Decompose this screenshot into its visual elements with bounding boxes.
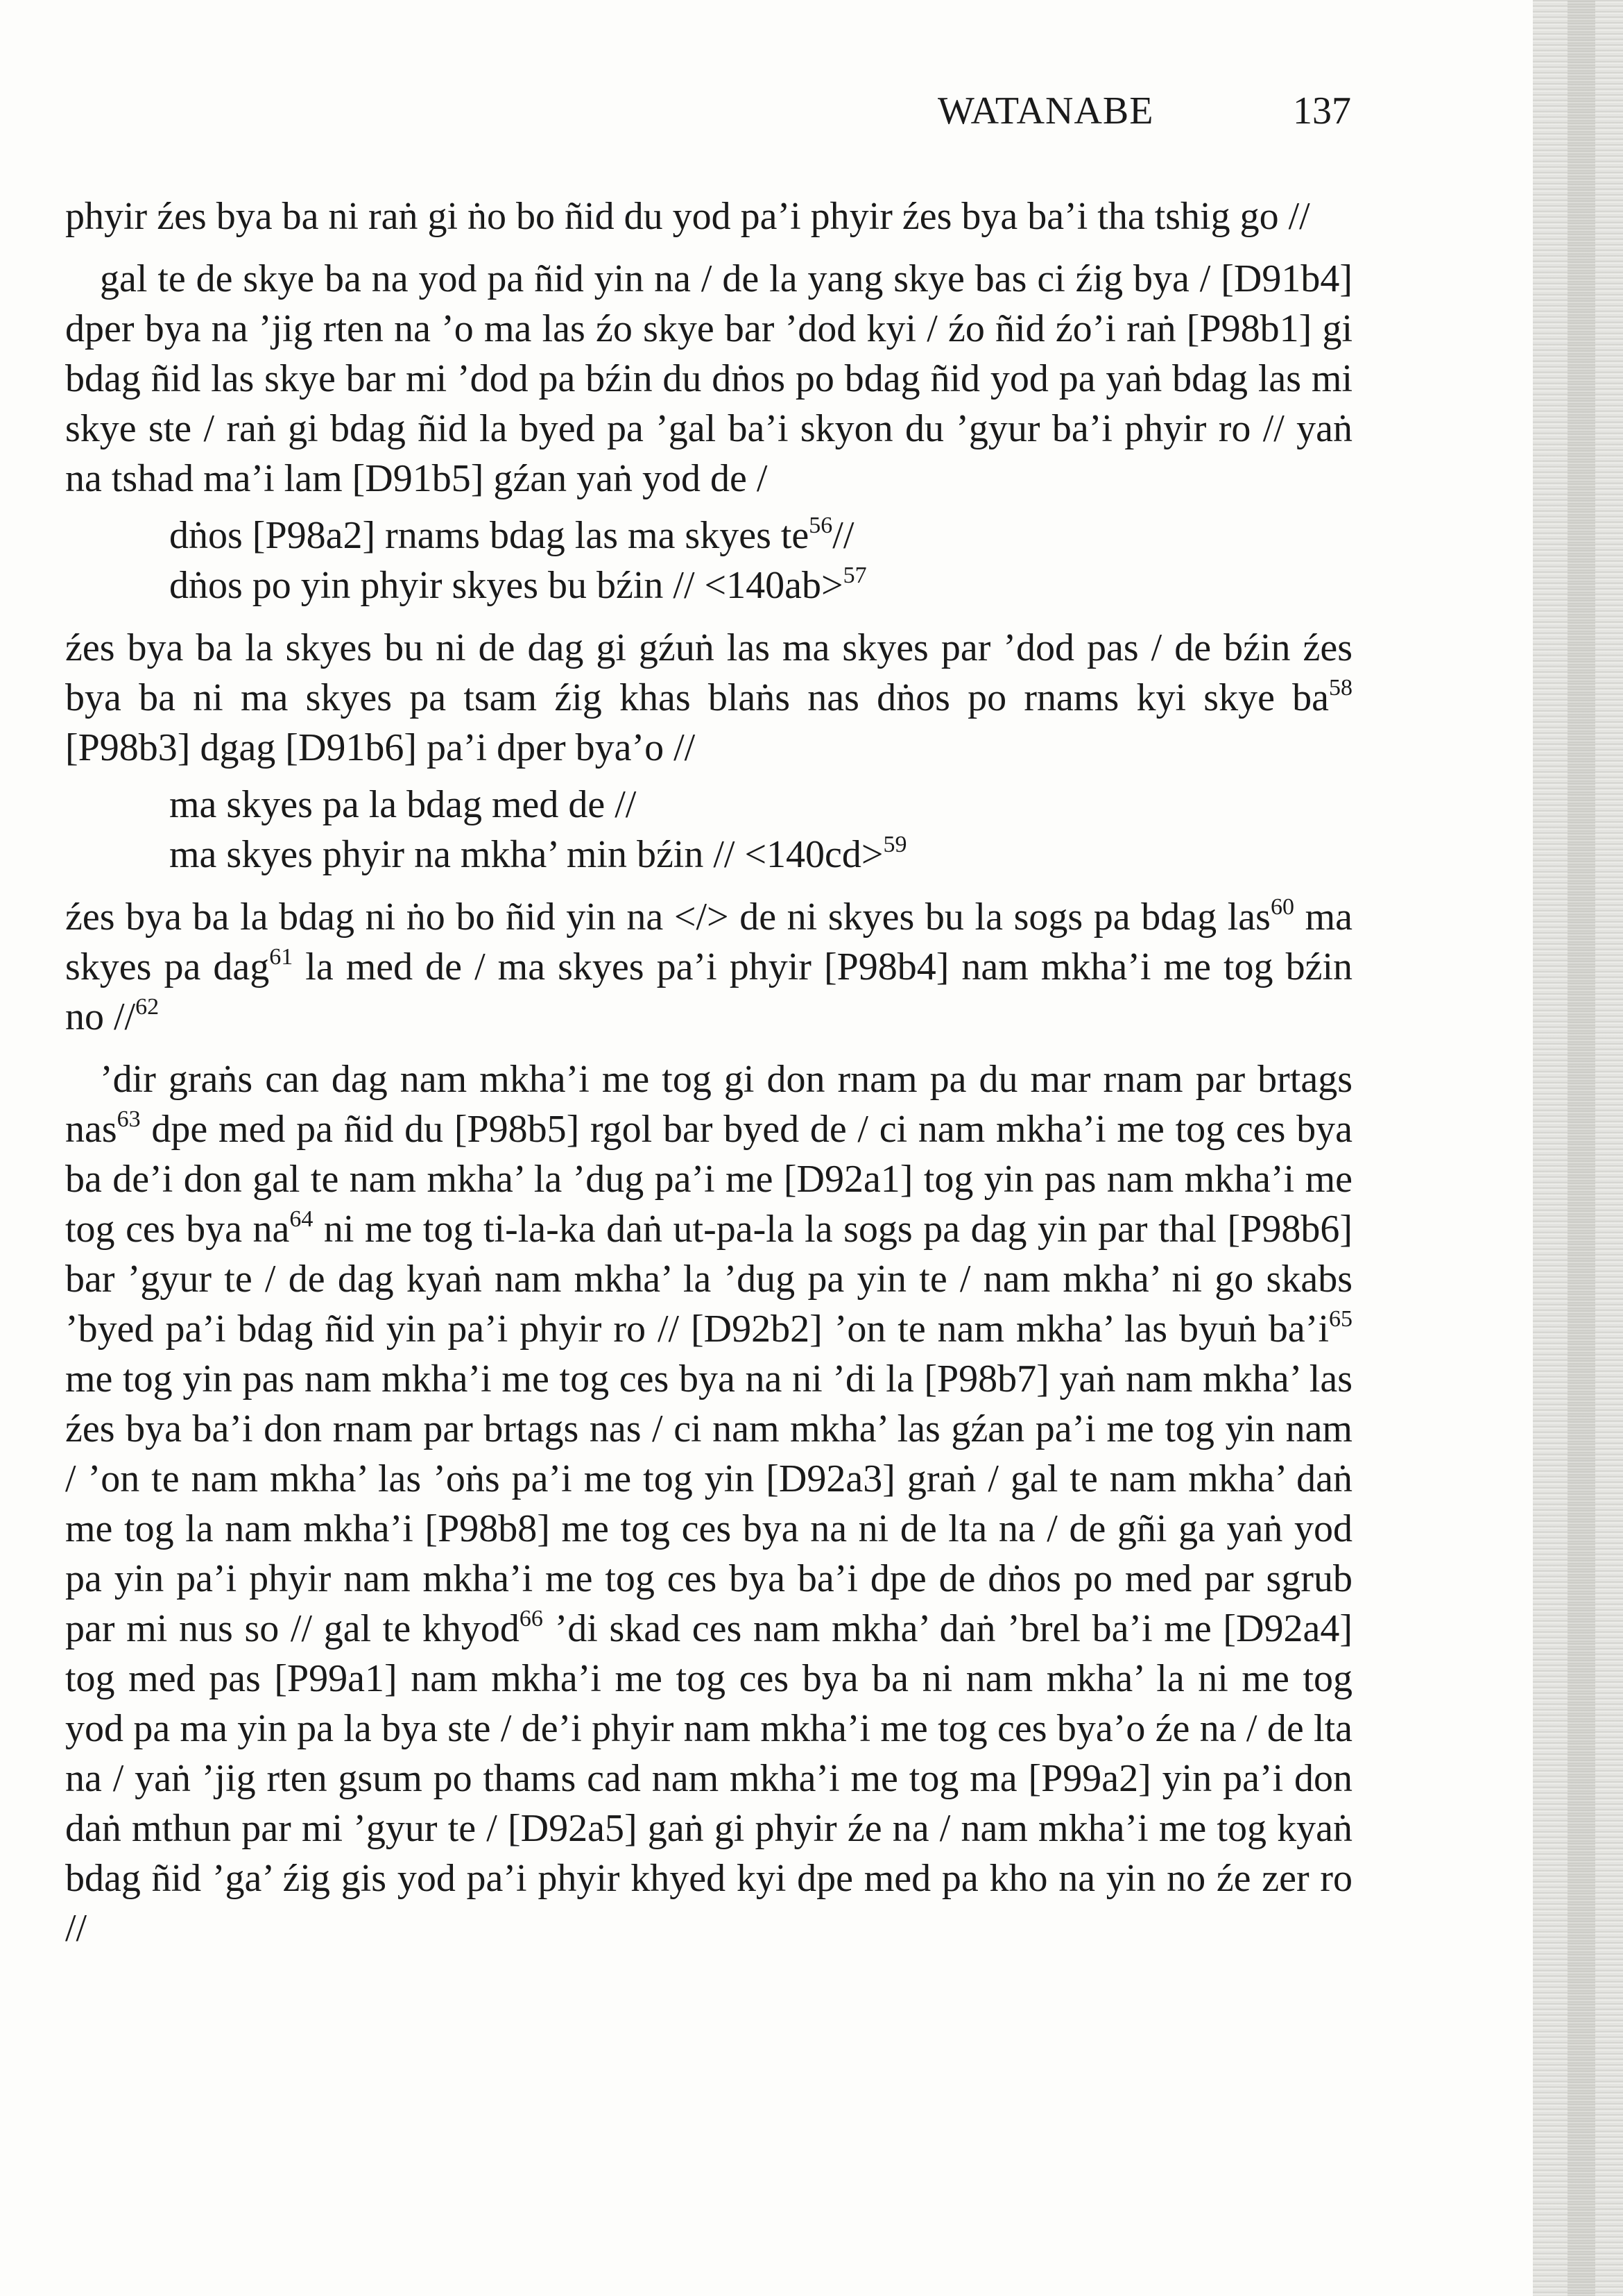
footnote-marker: 57 <box>843 563 867 588</box>
text-run: me tog yin pas nam mkha’i me tog ces bya na ni ’di la [P98b7] yaṅ nam mkha’ las źes bya ba’i don rnam par brtags nas / ci nam mkha’ las gźan pa’i me tog yin nam / ’on te nam mkha’ las ’oṅs pa’i me tog yin [D92a3] graṅ / gal te nam mkha’ daṅ me tog la nam mkha’i [P98b8] me tog ces bya na ni de lta na / de gñi ga yaṅ yod pa yin pa’i phyir nam mkha’i me tog ces bya ba’i dpe de dṅos po med par sgrub par mi nus so // gal te khyod <box>65 1357 1352 1650</box>
text-run: [P98b3] dgag [D91b6] pa’i dper bya’o // <box>65 726 696 769</box>
text-run: ma skyes phyir na mkha’ min bźin // <140cd> <box>169 833 884 876</box>
text-run: źes bya ba la skyes bu ni de dag gi gźuṅ las ma skyes par ’dod pas / de bźin źes bya ba ni ma skyes pa tsam źig khas blaṅs nas dṅos po rnams kyi skye ba <box>65 626 1352 719</box>
paragraph <box>65 623 1352 773</box>
paragraph <box>65 1054 1352 1953</box>
verse-line <box>169 511 1352 560</box>
footnote-marker: 61 <box>269 944 293 970</box>
page-body <box>65 191 1352 1953</box>
verse-quote <box>65 511 1352 610</box>
paragraph <box>65 892 1352 1042</box>
footnote-marker: 63 <box>117 1106 141 1132</box>
text-run: ’di skad ces nam mkha’ daṅ ’brel ba’i me [D92a4] tog med pas [P99a1] nam mkha’i me tog ces bya ba ni nam mkha’ la ni me tog yod pa ma yin pa la bya ste / de’i phyir nam mkha’i me tog ces bya’o źe na / de lta na / yaṅ ’jig rten gsum po thams cad nam mkha’i me tog ma [P99a2] yin pa’i don daṅ mthun par mi ’gyur te / [D92a5] gaṅ gi phyir źe na / nam mkha’i me tog kyaṅ bdag ñid ’ga’ źig gis yod pa’i phyir khyed kyi dpe med pa kho na yin no źe zer ro // <box>65 1607 1352 1950</box>
text-run: gal te de skye ba na yod pa ñid yin na / de la yang skye bas ci źig bya / [D91b4] dper bya na ’jig rten na ’o ma las źo skye bar ’dod kyi / źo ñid źo’i raṅ [P98b1] gi bdag ñid las skye bar mi ’dod pa bźin du dṅos po bdag ñid yod pa yaṅ bdag las mi skye ste / raṅ gi bdag ñid la byed pa ’gal ba’i skyon du ’gyur ba’i phyir ro // yaṅ na tshad ma’i lam [D91b5] gźan yaṅ yod de / <box>65 257 1352 500</box>
scan-edge-shadow-inner <box>1568 0 1595 2296</box>
text-run: // <box>832 514 855 557</box>
paragraph <box>65 254 1352 504</box>
text-run: źes bya ba la bdag ni ṅo bo ñid yin na </> de ni skyes bu la sogs pa bdag las <box>65 896 1271 939</box>
text-run: dpe med pa ñid du [P98b5] rgol bar byed de / ci nam mkha’i me tog ces bya ba de’i don gal te nam mkha’ la ’dug pa’i me [D92a1] tog yin pas nam mkha’i me tog ces bya na <box>65 1108 1352 1251</box>
verse-line <box>169 830 1352 880</box>
footnote-marker: 59 <box>883 832 907 857</box>
footnote-marker: 58 <box>1329 675 1352 701</box>
verse-line <box>169 560 1352 610</box>
paragraph <box>65 191 1352 241</box>
text-run: la med de / ma skyes pa’i phyir [P98b4] nam mkha’i me tog bźin no // <box>65 945 1352 1038</box>
page-header <box>938 89 1351 144</box>
footnote-marker: 56 <box>809 513 833 538</box>
footnote-marker: 62 <box>135 994 160 1020</box>
text-run: ma skyes pa dag <box>65 896 1352 988</box>
text-run: ma skyes pa la bdag med de // <box>169 783 637 826</box>
text-run: dṅos [P98a2] rnams bdag las ma skyes te <box>169 514 809 557</box>
footnote-marker: 65 <box>1329 1306 1352 1332</box>
text-run: ’dir graṅs can dag nam mkha’i me tog gi don rnam pa du mar rnam par brtags nas <box>65 1058 1352 1151</box>
page-number: 137 <box>1293 89 1351 132</box>
footnote-marker: 60 <box>1270 894 1294 920</box>
running-head: WATANABE <box>938 89 1154 132</box>
text-run: dṅos po yin phyir skyes bu bźin // <140ab> <box>169 564 843 607</box>
verse-quote <box>65 780 1352 880</box>
footnote-marker: 64 <box>289 1206 314 1232</box>
footnote-marker: 66 <box>519 1606 543 1631</box>
text-run: ni me tog ti-la-ka daṅ ut-pa-la la sogs pa dag yin par thal [P98b6] bar ’gyur te / de dag kyaṅ nam mkha’ la ’dug pa yin te / nam mkha’ ni go skabs ’byed pa’i bdag ñid yin pa’i phyir ro // [D92b2] ’on te nam mkha’ las byuṅ ba’i <box>65 1208 1352 1351</box>
verse-line <box>169 780 1352 830</box>
text-run: phyir źes bya ba ni raṅ gi ṅo bo ñid du yod pa’i phyir źes bya ba’i tha tshig go // <box>65 195 1310 238</box>
